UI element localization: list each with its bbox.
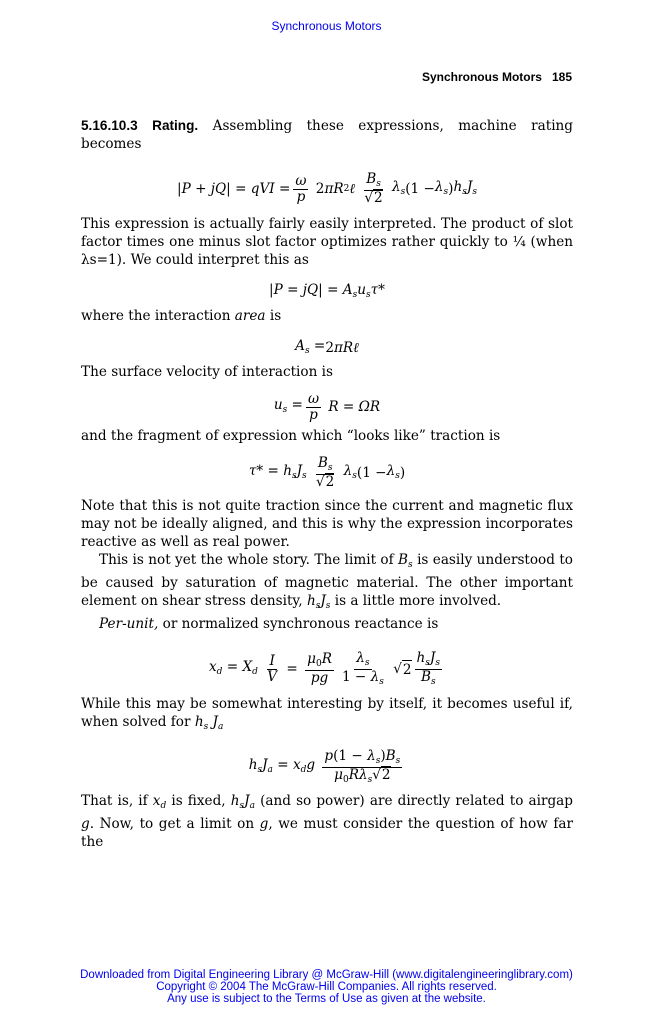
paragraph-solved bbox=[81, 695, 573, 736]
section-intro bbox=[81, 117, 573, 153]
symbol-hsjs: $h_sJ_s$ bbox=[306, 593, 331, 611]
equation-velocity: $u_s$ = $\frac{\omega}{p}$ R = ΩR bbox=[273, 390, 381, 423]
paragraph-note: Note that this is not quite traction since the current and magnetic flux may not be ideally aligned, and this is why the expression incorporates reactive as well as real power. bbox=[81, 498, 573, 550]
paragraph-limit-text-c: is a little more involved. bbox=[330, 593, 502, 609]
symbol-hs-ja: $h_s$ $J_a$ bbox=[194, 714, 224, 732]
section-heading: Rating. bbox=[152, 118, 199, 133]
section-intro-text: Assembling these expressions, machine rating becomes bbox=[81, 118, 573, 152]
paragraph-per-unit-text: or normalized synchronous reactance is bbox=[158, 616, 439, 632]
footer-terms[interactable]: Any use is subject to the Terms of Use as given at the website. bbox=[167, 993, 486, 1005]
paragraph-airgap-text-c: (and so power) are directly related to airgap bbox=[254, 793, 573, 809]
symbol-g: g bbox=[81, 816, 90, 832]
paragraph-area-text-b: is bbox=[265, 308, 282, 324]
paragraph-airgap-text-b: is fixed, bbox=[166, 793, 231, 809]
paragraph-area bbox=[81, 307, 573, 325]
paragraph-limit-text-b: is easily understood to be caused by saturation of magnetic material. The other important element on shear stress density, bbox=[81, 552, 573, 609]
equation-rating: |P + jQ| = qVI = $\frac{\omega}{p}$ 2 πR 2 ℓ $\frac{B_s}{√2}$ $\lambda_s$ (1 − $\lambda_s$ ) $h_sJ_s$ bbox=[177, 171, 477, 206]
paragraph-area-text-a: where the interaction bbox=[81, 308, 235, 324]
section-number: 5.16.10.3 bbox=[81, 118, 138, 133]
paragraph-velocity: The surface velocity of interaction is bbox=[81, 364, 333, 380]
paragraph-interpretation: This expression is actually fairly easily interpreted. The product of slot factor times one minus slot factor optimizes rather quickly to ¼ (when λs=1). We could interpret this as bbox=[81, 216, 573, 268]
paragraph-limit-text-a: This is not yet the whole story. The limit of bbox=[99, 552, 399, 568]
paragraph-traction: and the fragment of expression which “looks like” traction is bbox=[81, 428, 501, 444]
paragraph-airgap-text-e: , we must consider the question of how far the bbox=[81, 816, 573, 850]
equation-area: $A_s$ = 2 πRℓ bbox=[295, 337, 359, 356]
paragraph-airgap-text-d: . Now, to get a limit on bbox=[89, 816, 260, 832]
footer bbox=[0, 969, 653, 1005]
paragraph-airgap bbox=[81, 792, 573, 851]
symbol-g-2: g bbox=[259, 816, 269, 832]
running-head bbox=[422, 70, 572, 84]
paragraph-per-unit bbox=[81, 615, 573, 633]
footer-copyright: Copyright © 2004 The McGraw-Hill Companies. All rights reserved. bbox=[156, 981, 497, 993]
paragraph-solved-text: While this may be somewhat interesting by itself, it becomes useful if, when solved for bbox=[81, 696, 573, 730]
symbol-xd: $x_d$ bbox=[152, 793, 167, 811]
page-number: 185 bbox=[551, 70, 572, 84]
symbol-bs: $B_s$ bbox=[398, 552, 413, 570]
paragraph-limit bbox=[81, 551, 573, 615]
equation-power-area: $|P = jQ| = A_su_s\tau*$ bbox=[269, 281, 385, 300]
footer-download-link[interactable]: Downloaded from Digital Engineering Library @ McGraw-Hill (www.digitalengineeringlibrary.com) bbox=[80, 969, 573, 981]
equation-reactance: $x_d = X_d$ $\frac{I}{V}$ = $\frac{\mu_0R}{pg}$ $\frac{\lambda_s}{1 - \lambda_s}$ √ 2 $\frac{h_sJ_s}{B_s}$ bbox=[209, 649, 440, 687]
symbol-hsja: $h_sJ_a$ bbox=[230, 793, 255, 811]
emphasis-area: area bbox=[234, 308, 266, 324]
paragraph-airgap-text-a: That is, if bbox=[81, 793, 153, 809]
equation-shear-density: $h_sJ_a = x_dg$ $\frac{p(1 - \lambda_s)B_s}{\mu_0R\lambda_s√2}$ bbox=[248, 747, 401, 785]
top-header-link[interactable]: Synchronous Motors bbox=[271, 19, 382, 33]
emphasis-per-unit: Per-unit, bbox=[99, 616, 159, 632]
page-body bbox=[81, 117, 573, 851]
running-title: Synchronous Motors bbox=[421, 70, 542, 84]
equation-traction: $\tau* = h_sJ_s$ $\frac{B_s}{√2}$ $\lambda_s$ (1 − $\lambda_s$ ) bbox=[248, 455, 406, 490]
